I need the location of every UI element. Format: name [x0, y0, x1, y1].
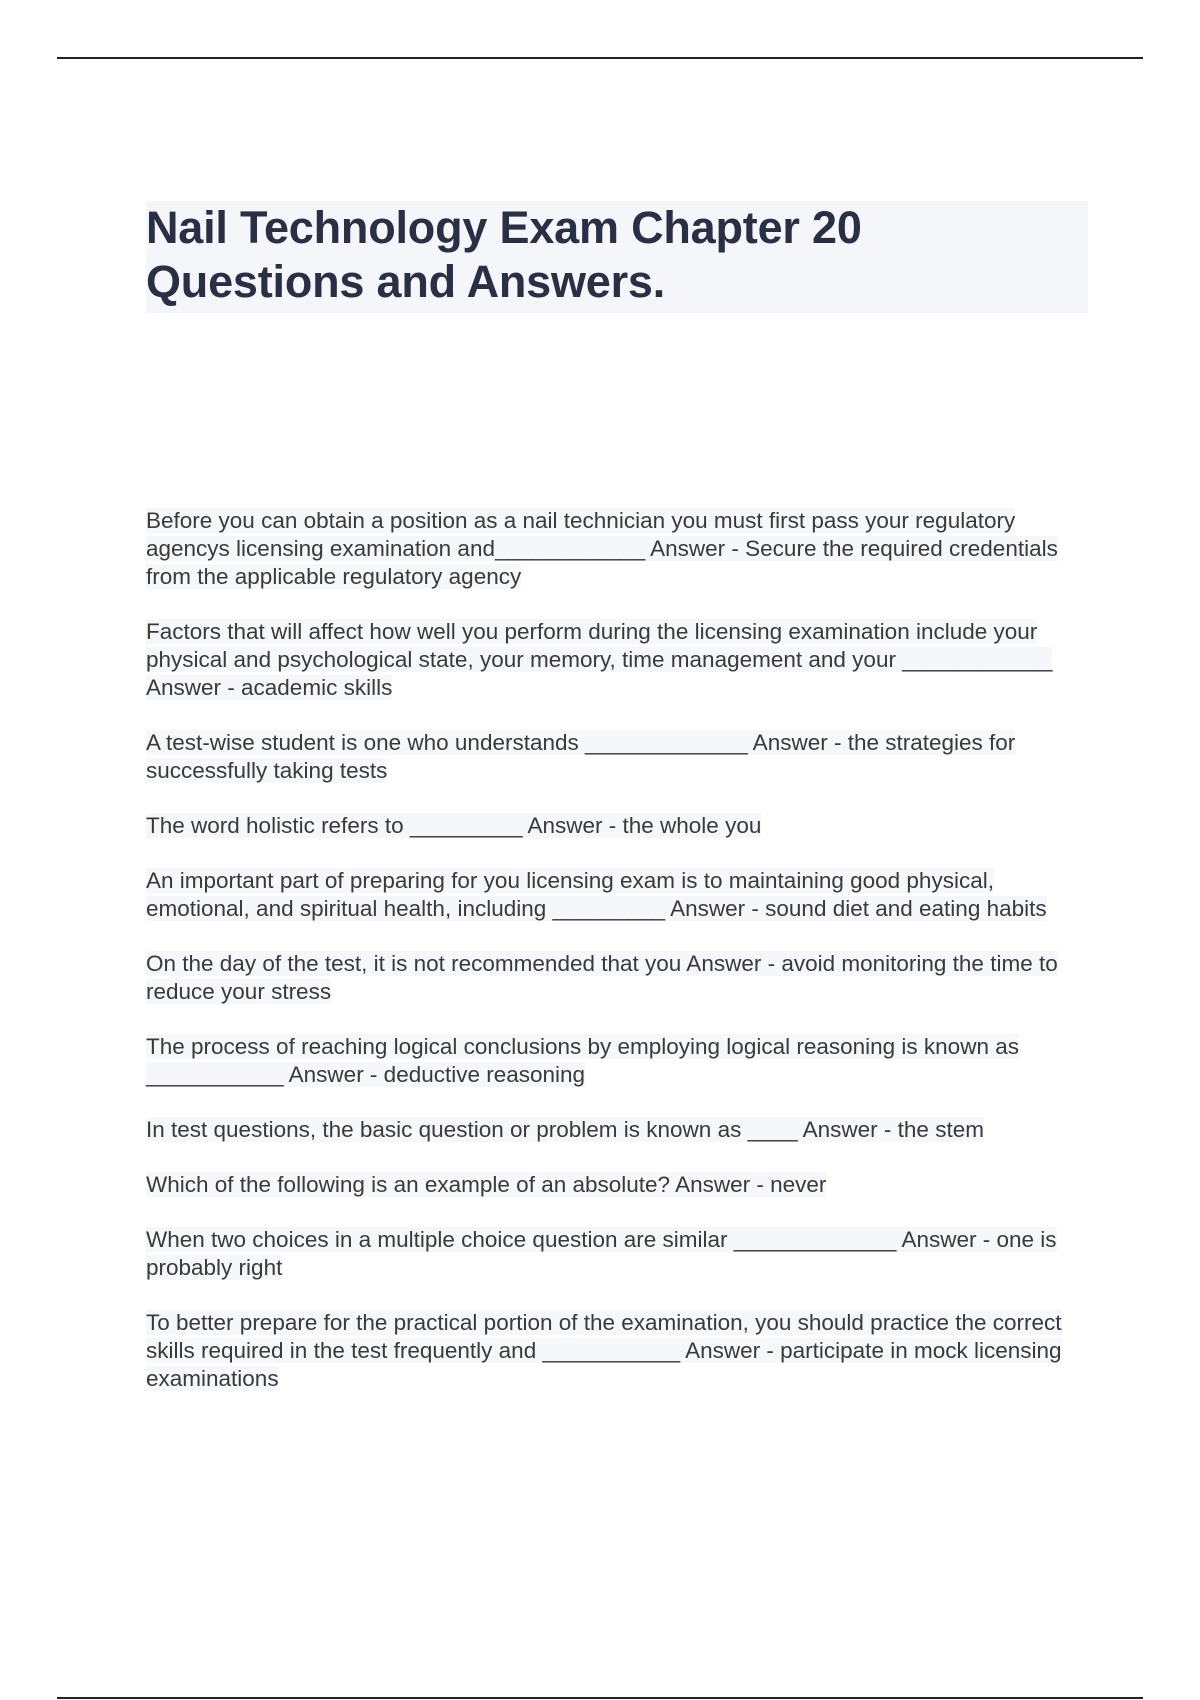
qa-text: In test questions, the basic question or problem is known as ____ Answer - the stem: [146, 1117, 984, 1142]
qa-text: A test-wise student is one who understands _____________ Answer - the strategies for successfully taking tests: [146, 730, 1016, 783]
qa-text: On the day of the test, it is not recommended that you Answer - avoid monitoring the time to reduce your stress: [146, 951, 1058, 1004]
qa-text: Which of the following is an example of an absolute? Answer - never: [146, 1172, 827, 1197]
qa-text: An important part of preparing for you licensing exam is to maintaining good physical, emotional, and spiritual health, including _________ Answer - sound diet and eating habits: [146, 868, 1047, 921]
qa-text: The word holistic refers to _________ Answer - the whole you: [146, 813, 762, 838]
page-title: [146, 201, 1088, 309]
qa-list: [146, 507, 1088, 1420]
page-title-line-2: Questions and Answers.: [146, 256, 666, 307]
qa-text: The process of reaching logical conclusions by employing logical reasoning is known as ___________ Answer - deductive reasoning: [146, 1034, 1019, 1087]
page-title-line-1: Nail Technology Exam Chapter 20: [146, 202, 862, 253]
qa-item: [146, 729, 1088, 785]
qa-item: [146, 1226, 1088, 1282]
qa-item: [146, 1171, 1088, 1199]
title-block: [146, 201, 1088, 313]
qa-item: [146, 1309, 1088, 1393]
qa-text: Factors that will affect how well you perform during the licensing examination include your physical and psychological state, your memory, time management and your ____________ Answer - academic skills: [146, 619, 1053, 700]
qa-item: [146, 867, 1088, 923]
qa-item: [146, 618, 1088, 702]
header-rule: [57, 57, 1143, 59]
footer-rule: [57, 1697, 1143, 1699]
qa-text: Before you can obtain a position as a nail technician you must first pass your regulatory agencys licensing examination and____________ Answer - Secure the required credentials from the applicable regulatory agency: [146, 508, 1058, 589]
qa-item: [146, 812, 1088, 840]
qa-text: When two choices in a multiple choice question are similar _____________ Answer - one is probably right: [146, 1227, 1057, 1280]
qa-text: To better prepare for the practical portion of the examination, you should practice the correct skills required in the test frequently and ___________ Answer - participate in mock licensing examinations: [146, 1310, 1062, 1391]
qa-item: [146, 950, 1088, 1006]
qa-item: [146, 1116, 1088, 1144]
qa-item: [146, 1033, 1088, 1089]
qa-item: [146, 507, 1088, 591]
